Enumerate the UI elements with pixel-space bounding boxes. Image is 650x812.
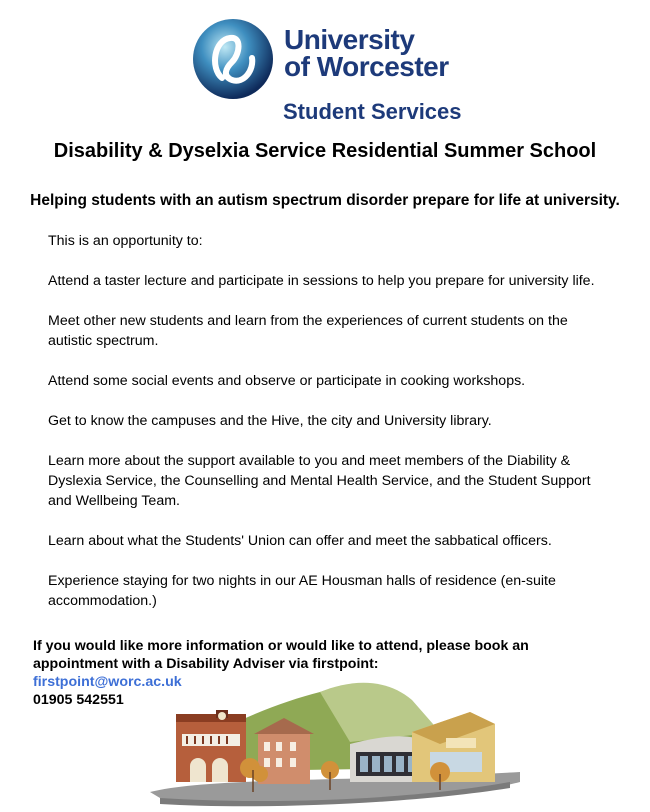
list-item: Learn about what the Students' Union can offer and meet the sabbatical officers. [48,533,552,549]
university-logo-icon [192,18,274,100]
list-item: Attend a taster lecture and participate in sessions to help you prepare for university life. [48,273,595,289]
university-name-line1: University [284,24,415,55]
list-item: Learn more about the support available to you and meet members of the Diability & Dyslexia Service, the Counselling and Mental Health Service, and the Student Support and Wellbeing Team. [48,453,591,509]
campus-illustration [150,672,520,807]
list-item: Meet other new students and learn from the experiences of current students on the autistic spectrum. [48,313,568,349]
list-item: Attend some social events and observe or participate in cooking workshops. [48,373,526,389]
contact-text: If you would like more information or would like to attend, please book an appointment with a Disability Adviser via firstpoint: [33,638,529,672]
list-item: Experience staying for two nights in our AE Housman halls of residence (en-suite accommodation.) [48,573,556,609]
department-name: Student Services [283,99,462,124]
page-subtitle: Helping students with an autism spectrum disorder prepare for life at university. [30,192,620,209]
university-name [284,26,474,80]
university-name-line2: of Worcester [284,51,449,82]
page-title: Disability & Dyselxia Service Residential Summer School [53,140,597,162]
email-link[interactable]: firstpoint@worc.ac.uk [33,674,182,690]
opportunity-list [48,231,608,631]
intro-text: This is an opportunity to: [48,233,203,249]
list-item: Get to know the campuses and the Hive, the city and University library. [48,413,492,429]
phone-number: 01905 542551 [33,692,124,708]
